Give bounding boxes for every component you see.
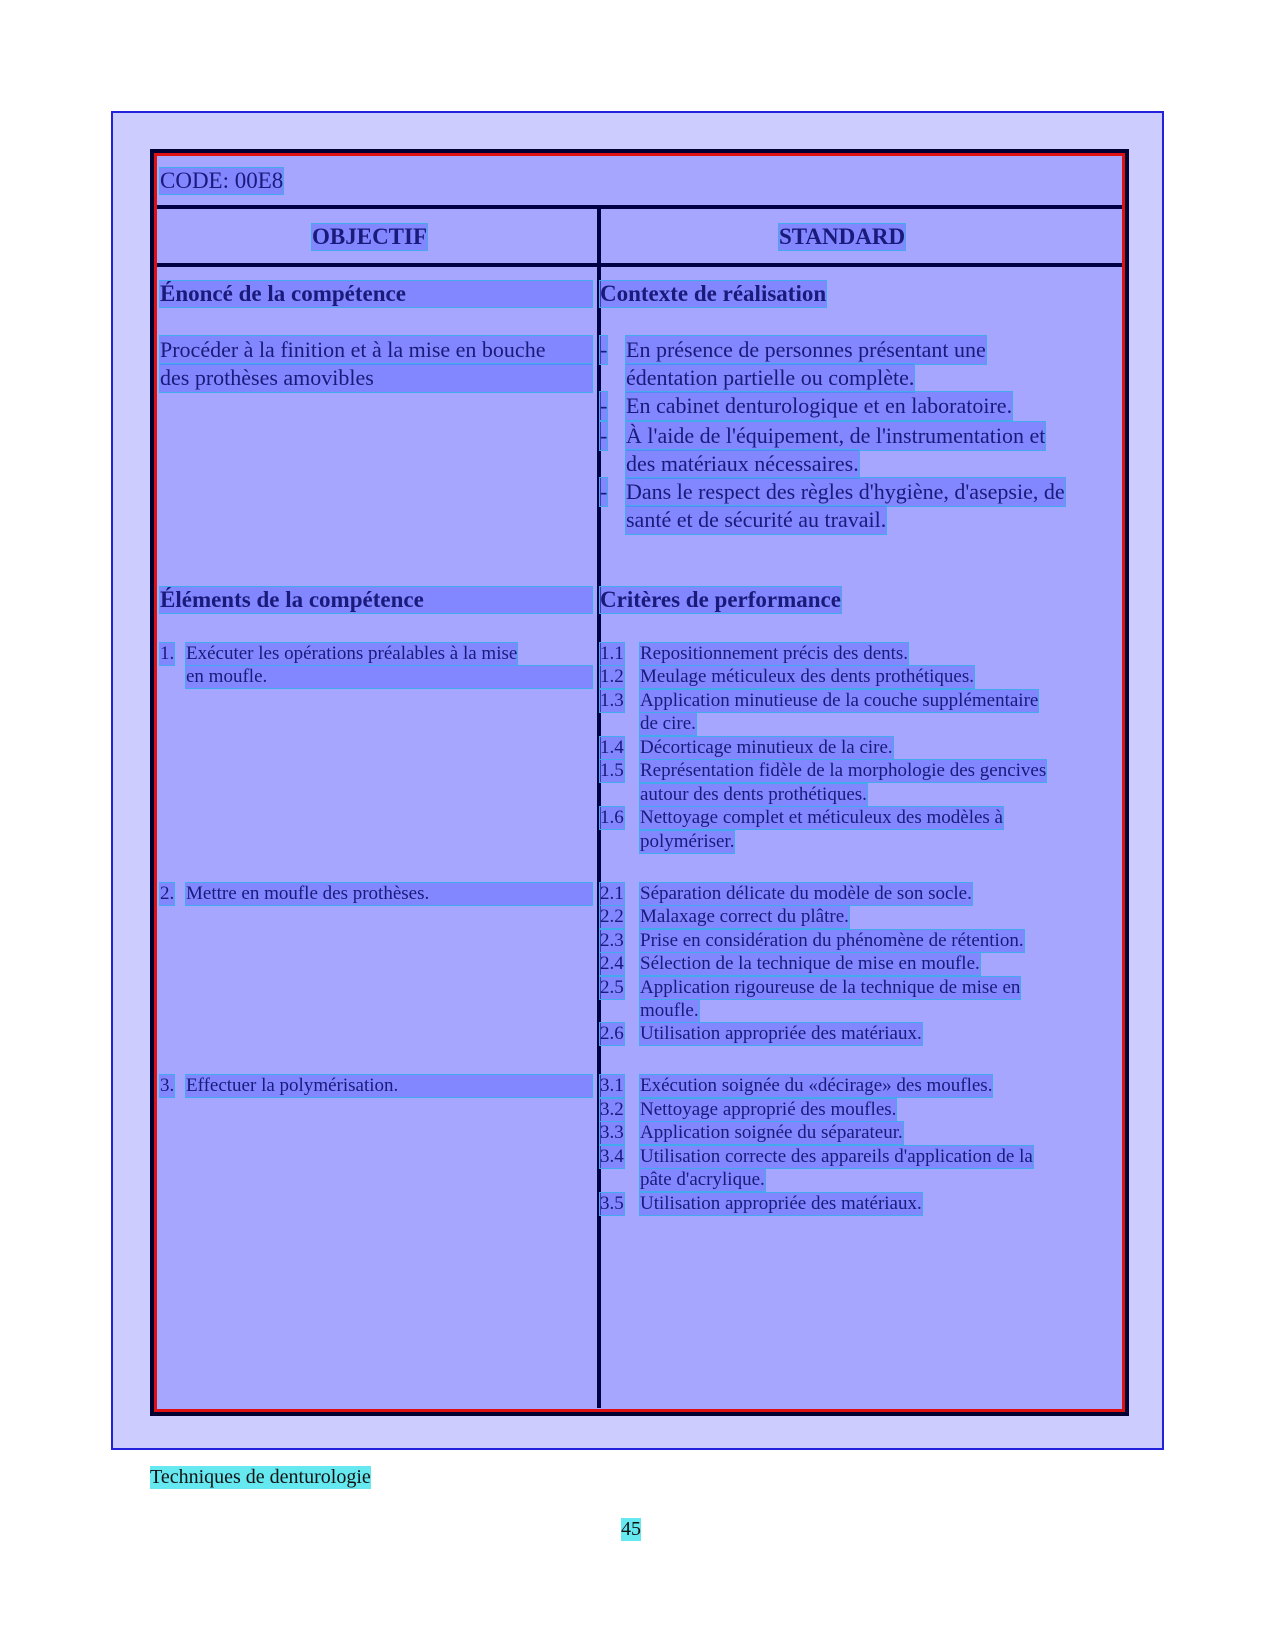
- critere-text: Utilisation appropriée des matériaux.: [640, 1023, 922, 1044]
- critere-number: 1.4: [600, 737, 624, 758]
- critere-number: 1.5: [600, 760, 624, 781]
- critere-text: Application soignée du séparateur.: [640, 1122, 903, 1143]
- critere-text: Utilisation correcte des appareils d'application de la: [640, 1146, 1033, 1167]
- critere-number: 1.3: [600, 690, 624, 711]
- critere-number: 2.5: [600, 977, 624, 998]
- critere-text: Séparation délicate du modèle de son socle.: [640, 883, 972, 904]
- critere-text: moufle.: [640, 1000, 699, 1021]
- critere-text: de cire.: [640, 713, 696, 734]
- contexte-bullet: -: [600, 337, 608, 362]
- critere-number: 1.2: [600, 666, 624, 687]
- critere-text: Sélection de la technique de mise en moufle.: [640, 953, 980, 974]
- elements-title: Éléments de la compétence: [160, 587, 592, 613]
- critere-text: pâte d'acrylique.: [640, 1169, 765, 1190]
- contexte-text: des matériaux nécessaires.: [626, 451, 859, 476]
- contexte-text: édentation partielle ou complète.: [626, 365, 915, 390]
- critere-number: 2.4: [600, 953, 624, 974]
- contexte-bullet: -: [600, 423, 608, 448]
- critere-text: Malaxage correct du plâtre.: [640, 906, 849, 927]
- contexte-title: Contexte de réalisation: [600, 281, 827, 306]
- contexte-bullet: -: [600, 479, 608, 504]
- critere-text: Représentation fidèle de la morphologie des gencives: [640, 760, 1047, 781]
- enonce-title: Énoncé de la compétence: [160, 281, 592, 307]
- contexte-bullet: -: [600, 393, 608, 418]
- critere-text: autour des dents prothétiques.: [640, 784, 867, 805]
- critere-text: Exécution soignée du «décirage» des moufles.: [640, 1075, 993, 1096]
- contexte-text: À l'aide de l'équipement, de l'instrumentation et: [626, 423, 1046, 448]
- column-header-objectif: OBJECTIF: [312, 224, 428, 249]
- critere-text: Meulage méticuleux des dents prothétiques.: [640, 666, 974, 687]
- critere-number: 2.3: [600, 930, 624, 951]
- critere-number: 3.1: [600, 1075, 624, 1096]
- critere-number: 1.1: [600, 643, 624, 664]
- element-text: Effectuer la polymérisation.: [186, 1075, 592, 1097]
- table-divider-header: [157, 263, 1122, 267]
- critere-text: Utilisation appropriée des matériaux.: [640, 1193, 922, 1214]
- critere-number: 3.4: [600, 1146, 624, 1167]
- contexte-text: En cabinet denturologique et en laboratoire.: [626, 393, 1013, 418]
- code-label: CODE: 00E8: [160, 168, 284, 193]
- table-divider-top: [157, 205, 1122, 209]
- critere-text: Application rigoureuse de la technique de mise en: [640, 977, 1021, 998]
- criteres-title: Critères de performance: [600, 587, 841, 612]
- column-header-standard: STANDARD: [779, 224, 906, 249]
- enonce-line: des prothèses amovibles: [160, 364, 592, 392]
- critere-number: 3.5: [600, 1193, 624, 1214]
- critere-number: 2.1: [600, 883, 624, 904]
- critere-text: polymériser.: [640, 831, 735, 852]
- critere-number: 3.2: [600, 1099, 624, 1120]
- critere-text: Nettoyage complet et méticuleux des modèles à: [640, 807, 1003, 828]
- critere-text: Décorticage minutieux de la cire.: [640, 737, 893, 758]
- element-number: 2.: [160, 883, 175, 904]
- element-number: 1.: [160, 643, 175, 664]
- contexte-text: santé et de sécurité au travail.: [626, 507, 887, 532]
- critere-number: 1.6: [600, 807, 624, 828]
- footer-title: Techniques de denturologie: [150, 1466, 371, 1488]
- critere-number: 2.6: [600, 1023, 624, 1044]
- contexte-text: Dans le respect des règles d'hygiène, d'asepsie, de: [626, 479, 1065, 504]
- critere-number: 2.2: [600, 906, 624, 927]
- element-number: 3.: [160, 1075, 175, 1096]
- critere-text: Repositionnement précis des dents.: [640, 643, 909, 664]
- critere-text: Prise en considération du phénomène de rétention.: [640, 930, 1024, 951]
- element-text: en moufle.: [186, 666, 592, 688]
- contexte-text: En présence de personnes présentant une: [626, 337, 986, 362]
- critere-text: Nettoyage approprié des moufles.: [640, 1099, 897, 1120]
- element-text: Exécuter les opérations préalables à la mise: [186, 643, 518, 664]
- critere-text: Application minutieuse de la couche supplémentaire: [640, 690, 1039, 711]
- page-number: 45: [621, 1518, 641, 1540]
- critere-number: 3.3: [600, 1122, 624, 1143]
- enonce-line: Procéder à la finition et à la mise en bouche: [160, 336, 592, 364]
- element-text: Mettre en moufle des prothèses.: [186, 883, 592, 905]
